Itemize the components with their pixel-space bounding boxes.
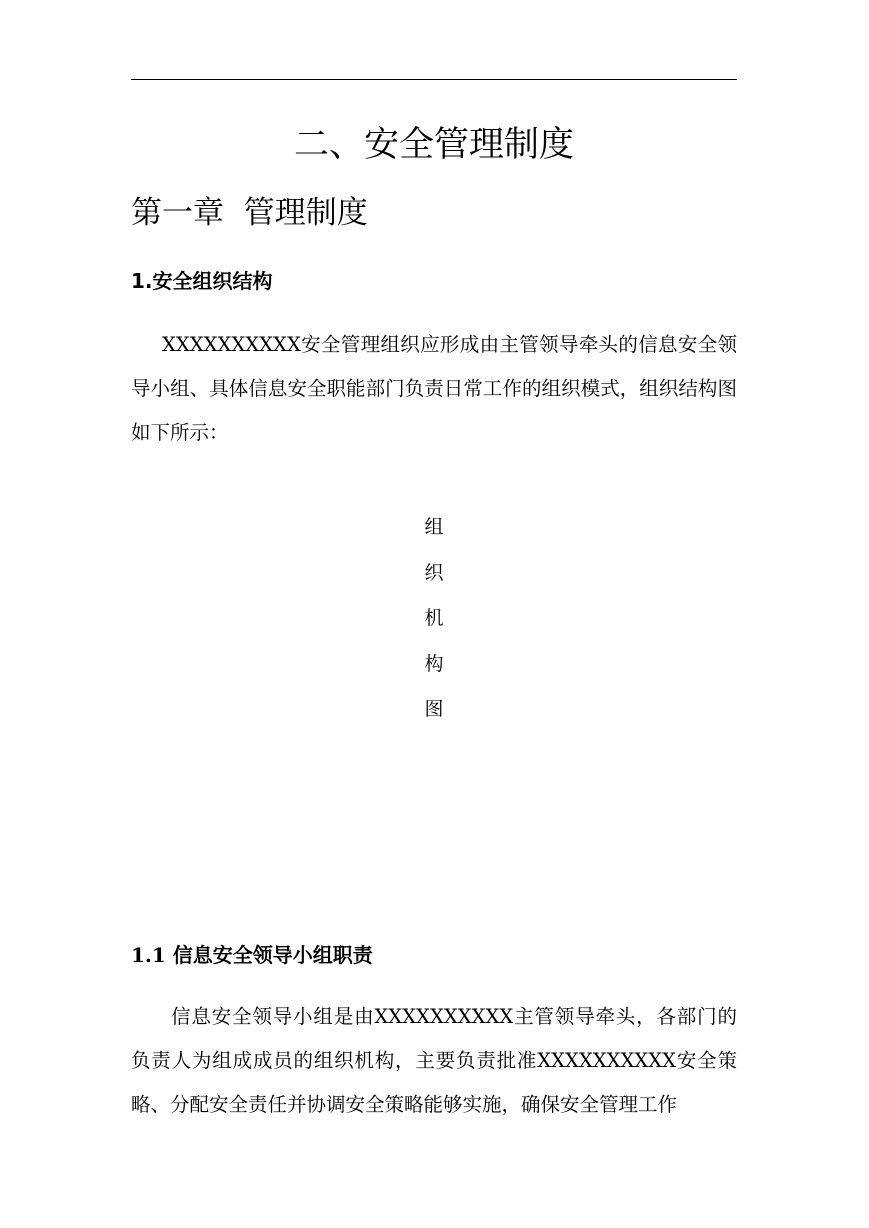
main-title: 二、安全管理制度	[293, 125, 574, 165]
section-1-paragraph: XXXXXXXXXX安全管理组织应形成由主管领导牵头的信息安全领导小组、具体信息安全职能部门负责日常工作的组织模式，组织结构图如下所示：	[131, 333, 737, 444]
header-rule	[131, 79, 737, 80]
section-title-security-org-structure: 1.安全组织结构	[131, 269, 273, 293]
org-chart-char: 机	[424, 607, 444, 629]
section-1-1-paragraph: 信息安全领导小组是由XXXXXXXXXX主管领导牵头，各部门的负责人为组成成员的组织机构，主要负责批准XXXXXXXXXX安全策略、分配安全责任并协调安全策略能够实施，确保安全管理工作	[131, 1005, 737, 1116]
org-chart-char: 构	[424, 652, 444, 675]
org-chart-char: 组	[424, 516, 444, 538]
org-chart-placeholder	[418, 505, 450, 733]
org-chart-char: 织	[424, 561, 444, 584]
chapter-title: 第一章 管理制度	[131, 195, 368, 231]
org-chart-char: 图	[424, 698, 444, 720]
subsection-title-leadership-duties: 1.1 信息安全领导小组职责	[131, 943, 373, 967]
